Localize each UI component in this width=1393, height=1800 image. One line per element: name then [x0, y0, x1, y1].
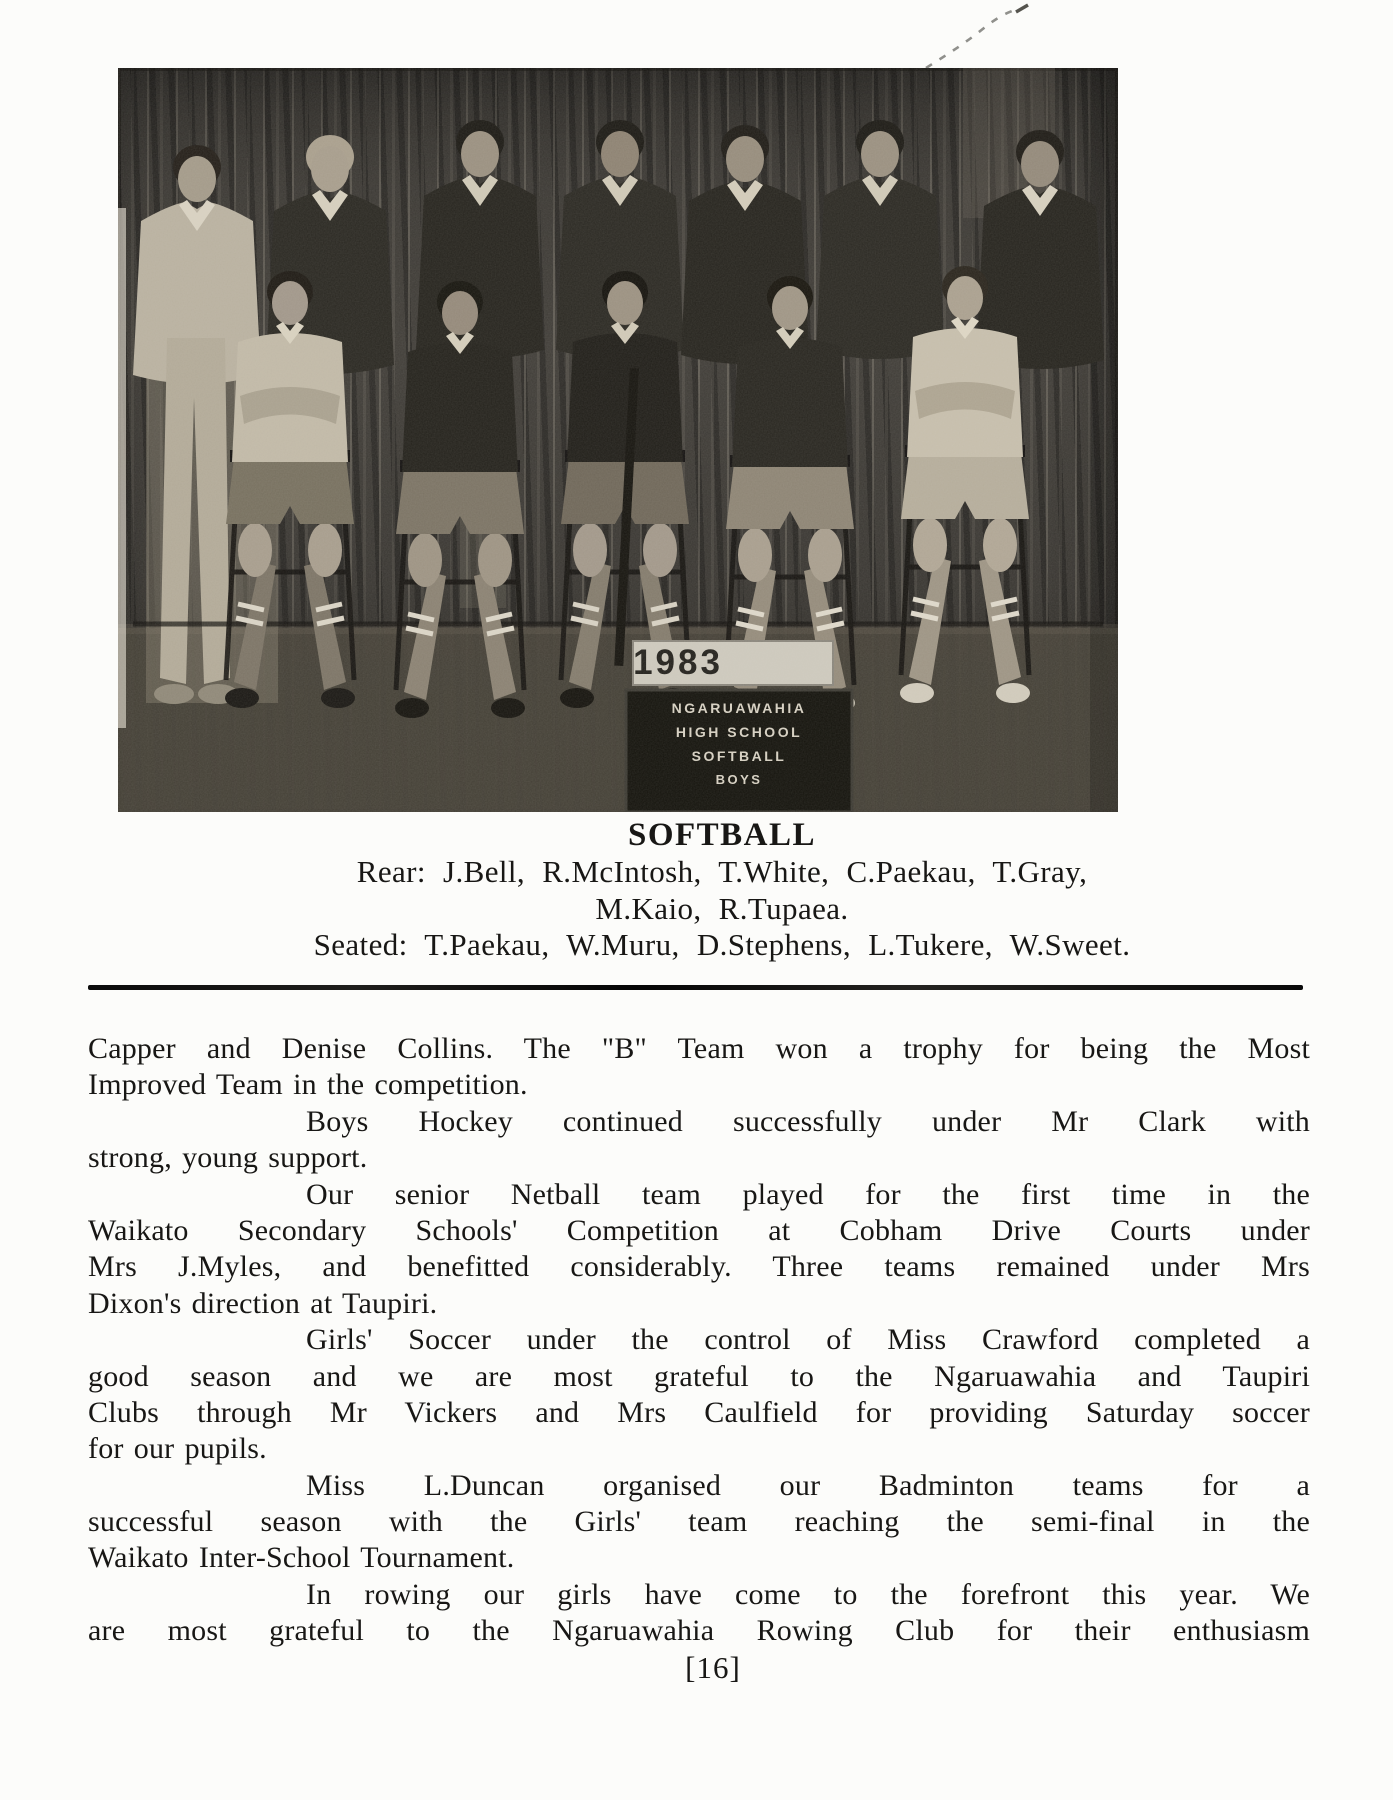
body-line: Waikato Secondary Schools' Competition at Cobham Drive Courts under	[88, 1213, 1310, 1247]
page-number: [16]	[685, 1650, 741, 1685]
body-line: Mrs J.Myles, and benefitted considerably. Three teams remained under Mrs	[88, 1250, 1310, 1284]
body-line: Our senior Netball team played for the first time in the	[306, 1177, 1310, 1211]
body-line: Improved Team in the competition.	[88, 1068, 528, 1102]
body-line: Clubs through Mr Vickers and Mrs Caulfield for providing Saturday soccer	[88, 1395, 1310, 1429]
body-line: Waikato Inter-School Tournament.	[88, 1541, 515, 1575]
body-line: In rowing our girls have come to the forefront this year. We	[306, 1577, 1310, 1611]
body-line: Miss L.Duncan organised our Badminton teams for a	[306, 1468, 1310, 1502]
caption-line-rear: Rear: J.Bell, R.McIntosh, T.White, C.Paekau, T.Gray,	[356, 854, 1088, 889]
body-line: for our pupils.	[88, 1432, 267, 1466]
body-line: Dixon's direction at Taupiri.	[88, 1286, 438, 1320]
body-line: Capper and Denise Collins. The "B" Team won a trophy for being the Most	[88, 1032, 1310, 1065]
photo-caption	[122, 816, 1322, 964]
caption-line-seated: Seated: T.Paekau, W.Muru, D.Stephens, L.Tukere, W.Sweet.	[313, 927, 1131, 962]
body-line: Girls' Soccer under the control of Miss Crawford completed a	[306, 1323, 1310, 1357]
section-divider	[88, 985, 1303, 990]
team-photo-illustration	[118, 68, 1118, 812]
pen-mark-icon	[920, 2, 1040, 74]
body-text	[88, 1031, 1310, 1650]
body-line: strong, young support.	[88, 1141, 368, 1175]
caption-line-rear-cont: M.Kaio, R.Tupaea.	[595, 890, 849, 926]
caption-title: SOFTBALL	[627, 817, 817, 853]
body-line: are most grateful to the Ngaruawahia Rowing Club for their enthusiasm	[88, 1614, 1310, 1648]
body-line: Boys Hockey continued successfully under Mr Clark with	[306, 1104, 1310, 1138]
team-photo	[118, 68, 1118, 812]
body-line: successful season with the Girls' team reaching the semi-final in the	[88, 1505, 1310, 1539]
body-line: good season and we are most grateful to the Ngaruawahia and Taupiri	[88, 1359, 1310, 1393]
